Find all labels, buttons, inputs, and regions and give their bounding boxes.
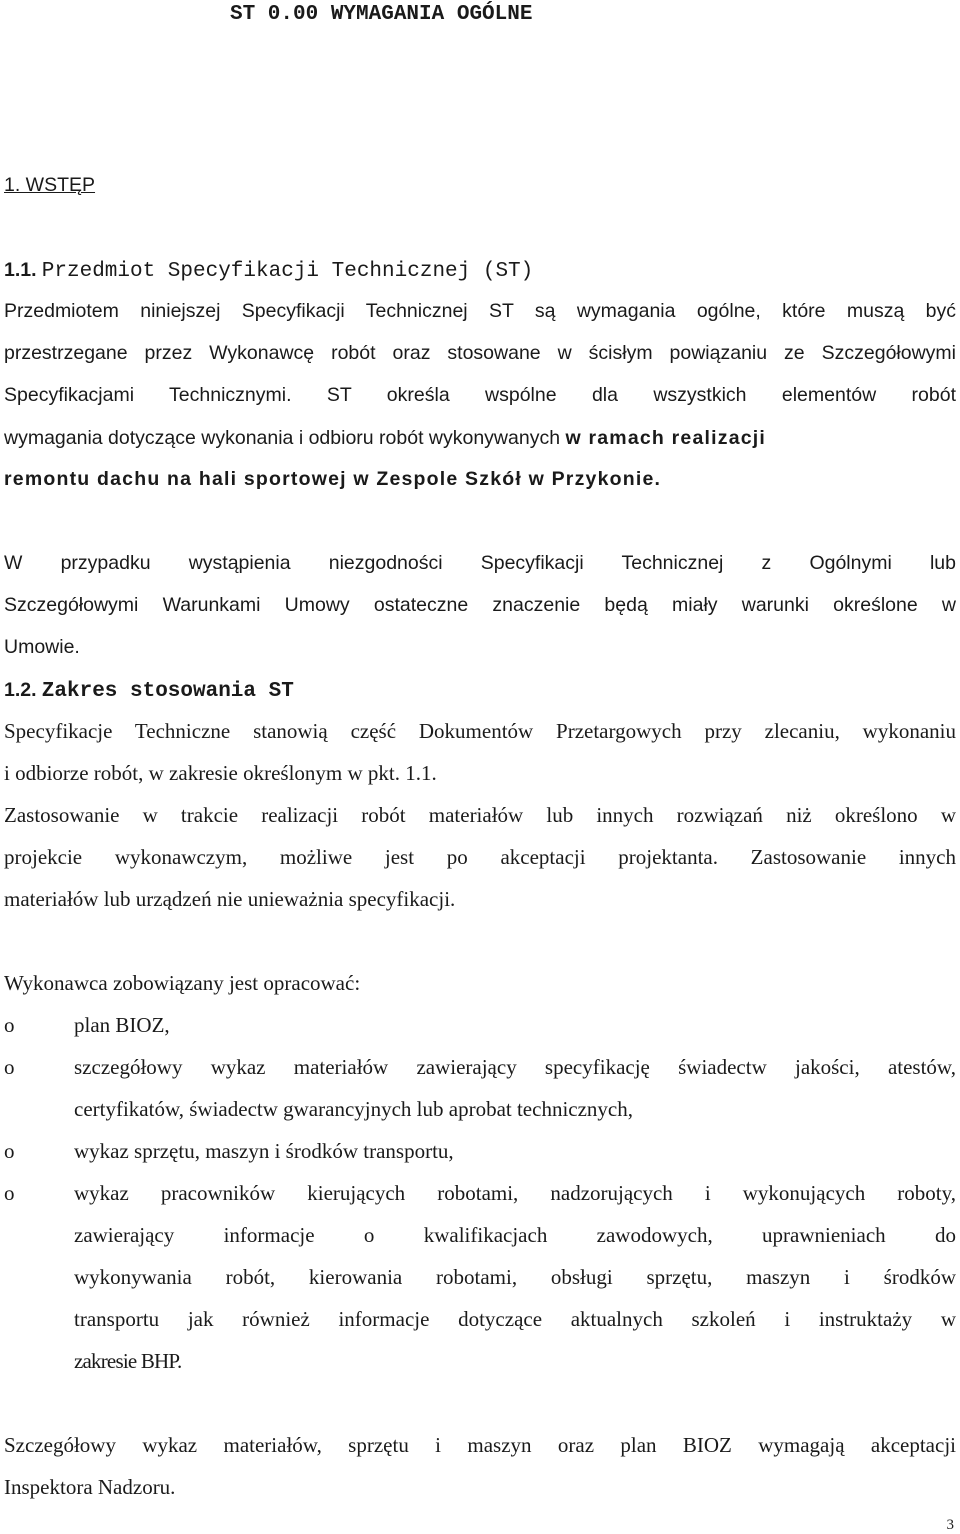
section-1-2-line: materiałów lub urządzeń nie unieważnia specyfikacji.: [4, 887, 456, 911]
list-item-continuation: zawierający informacje o kwalifikacjach zawodowych, uprawnieniach do: [74, 1223, 956, 1247]
bullet-icon: o: [4, 1139, 15, 1163]
section-1-2-line: i odbiorze robót, w zakresie określonym w pkt. 1.1.: [4, 761, 437, 785]
list-item: wykaz pracowników kierujących robotami, nadzorujących i wykonujących roboty,: [74, 1181, 956, 1205]
section-1-heading: 1. WSTĘP: [4, 174, 96, 196]
bullet-icon: o: [4, 1013, 15, 1037]
list-item-continuation: certyfikatów, świadectw gwarancyjnych lub aprobat technicznych,: [74, 1097, 633, 1121]
bullet-icon: o: [4, 1055, 15, 1079]
section-1-2-line: projekcie wykonawczym, możliwe jest po akceptacji projektanta. Zastosowanie innych: [4, 845, 956, 869]
list-item: szczegółowy wykaz materiałów zawierający specyfikację świadectw jakości, atestów,: [74, 1055, 956, 1079]
section-1-1-title: Przedmiot Specyfikacji Technicznej (ST): [41, 260, 534, 283]
section-1-1-line: Przedmiotem niniejszej Specyfikacji Technicznej ST są wymagania ogólne, które muszą być: [4, 300, 956, 322]
section-1-2-line: Zastosowanie w trakcie realizacji robót materiałów lub innych rozwiązań niż określono w: [4, 803, 956, 827]
scope-emphasis-start: w ramach realizacji: [565, 427, 767, 449]
page-number: 3: [946, 1517, 954, 1533]
document-title: ST 0.00 WYMAGANIA OGÓLNE: [230, 3, 533, 26]
section-1-1-number: 1.1.: [4, 259, 37, 281]
scope-emphasis-end: remontu dachu na hali sportowej w Zespole Szkół w Przykonie.: [4, 468, 662, 490]
section-1-2-number: 1.2.: [4, 679, 37, 701]
approval-line: Inspektora Nadzoru.: [4, 1475, 176, 1499]
list-item: plan BIOZ,: [74, 1013, 170, 1037]
approval-line: Szczegółowy wykaz materiałów, sprzętu i maszyn oraz plan BIOZ wymagają akceptacji: [4, 1433, 956, 1457]
list-item: wykaz sprzętu, maszyn i środków transportu,: [74, 1139, 454, 1163]
list-item-continuation: transportu jak również informacje dotyczące aktualnych szkoleń i instruktaży w: [74, 1307, 956, 1331]
discrepancy-line: W przypadku wystąpienia niezgodności Specyfikacji Technicznej z Ogólnymi lub: [4, 552, 956, 574]
list-item-continuation: zakresie BHP.: [74, 1349, 182, 1373]
section-1-1-mixed-line: [4, 424, 956, 451]
section-1-1-line: przestrzegane przez Wykonawcę robót oraz stosowane w ścisłym powiązaniu ze Szczegółowymi: [4, 342, 956, 364]
section-1-1-heading: [4, 256, 956, 285]
section-1-2-line: Specyfikacje Techniczne stanowią część Dokumentów Przetargowych przy zlecaniu, wykonaniu: [4, 719, 956, 743]
list-item-continuation: wykonywania robót, kierowania robotami, obsługi sprzętu, maszyn i środków: [74, 1265, 956, 1289]
section-1-2-heading: [4, 676, 956, 705]
bullet-icon: o: [4, 1181, 15, 1205]
section-1-1-line: wymagania dotyczące wykonania i odbioru robót wykonywanych: [4, 427, 566, 449]
section-1-2-title: Zakres stosowania ST: [41, 680, 294, 703]
discrepancy-line: Szczegółowymi Warunkami Umowy ostateczne znaczenie będą miały warunki określone w: [4, 594, 956, 616]
section-1-1-line: Specyfikacjami Technicznymi. ST określa wspólne dla wszystkich elementów robót: [4, 384, 956, 406]
obligations-intro: Wykonawca zobowiązany jest opracować:: [4, 971, 361, 995]
discrepancy-line: Umowie.: [4, 636, 80, 658]
